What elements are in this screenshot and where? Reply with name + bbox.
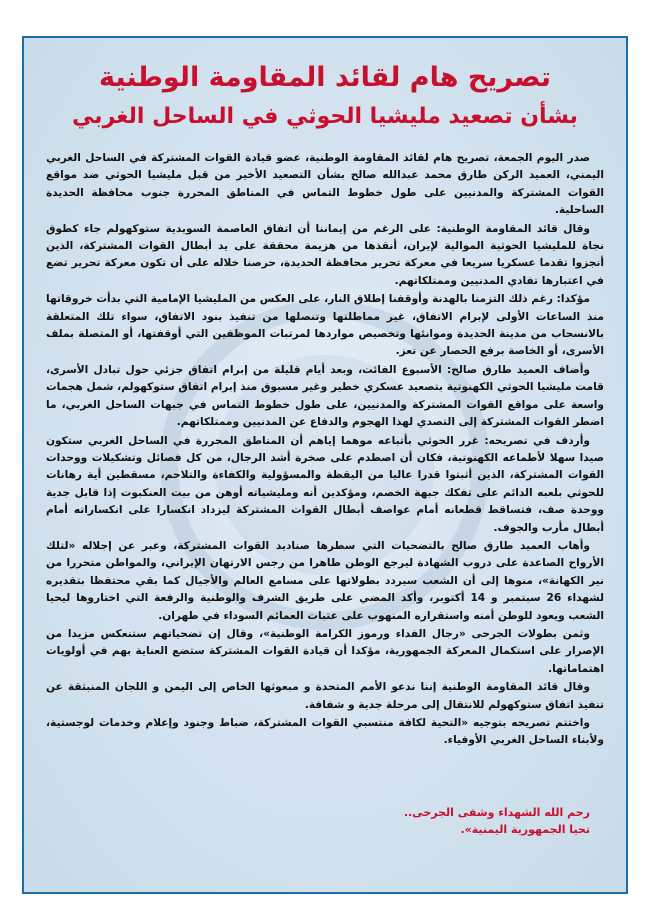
paragraph-6: وأهاب العميد طارق صالح بالتضحيات التي سطرها صناديد القوات المشتركة، وعبر عن إجلاله «لتلك الأرواح الصاعدة على دروب الشهادة ليرجع الوطن طاهرا من رجس الارتهان الإيراني، والمواطن متحررا من نير الكهانة»، منوها إلى أن الشعب سيردد بطولاتها على مسامع العالم والأجيال كما بقي محتفظا بتقديره لشهداء 26 سبتمبر و 14 أكتوبر، وأكد المضي على طريق الشرف والوطنية والرفعة التي اختاروها ليحيا الشعب ويعود للوطن أمنه واستقراره المنهوب على عتبات العمائم السوداء في طهران. (46, 539, 605, 622)
closing-line-1: رحم الله الشهداء وشفى الجرحى.. (403, 806, 590, 819)
paragraph-7: وثمن بطولات الجرحى «رجال الفداء ورموز الكرامة الوطنية»، وقال إن تضحياتهم ستنعكس مزيدا من الإصرار على استكمال المعركة الجمهورية، مؤكدا أن قيادة القوات المشتركة ستضع العناية بهم في أولويات اهتماماتها. (46, 627, 604, 675)
paragraph-1: صدر اليوم الجمعة، تصريح هام لقائد المقاومة الوطنية، عضو قيادة القوات المشتركة في الساحل الغربي اليمني، العميد الركن طارق محمد عبدالله صالح بشأن التصعيد الأخير من قبل مليشيا الحوثي ضد مواقع القوات المشتركة والمدنيين على طول خطوط التماس في المناطق المحررة جنوب محافظة الحديدة الساحلية. (46, 152, 604, 217)
document-subtitle: بشأن تصعيد مليشيا الحوثي في الساحل الغربي (72, 104, 578, 129)
paragraph-8: وقال قائد المقاومة الوطنية إننا ندعو الأمم المتحدة و مبعوثها الخاص إلى اليمن و اللجان المنبثقة عن تنفيذ اتفاق ستوكهولم للانتقال إلى مرحلة جدية و شفافة. (46, 681, 604, 711)
paragraph-5: وأردف في تصريحه: غرر الحوثي بأتباعه موهما إياهم أن المناطق المحررة في الساحل الغربي ستكون صيدا سهلا لأطماعه الكهنوتية، فكان أن اصطدم على صخرة أشد الرجال، من كل فصائل وتشكيلات ووحدات القوات المشتركة، الذين أثبتوا قدرا عاليا من اليقظة والمسؤولية والكفاءة والتلاحم، مسقطين أية رهانات للحوثي بلعبه الدائم على تفكك جبهة الخصم، ومؤكدين أنه ومليشياته أوهن من بيت العنكبوت إذا قابل جدية ووحدة صف، فتساقط قطعانه أمام عواصف أبطال القوات المشتركة ليزداد انكسارا على انكساراته أمام أبطال مأرب والجوف. (46, 434, 604, 534)
closing-line-2: تحيا الجمهورية اليمنية». (460, 823, 590, 836)
document-body (46, 150, 604, 751)
paragraph-4: وأضاف العميد طارق صالح: الأسبوع الفائت، وبعد أيام قليلة من إبرام اتفاق جزئي حول تبادل الأسرى، قامت مليشيا الحوثي الكهنوتية بتصعيد عسكري خطير وغير مسبوق منذ إبرام اتفاق ستوكهولم، شمل هجمات واسعة على مواقع القوات المشتركة والمدنيين، على طول خطوط التماس في جبهات الساحل الغربي، ما اضطر القوات المشتركة إلى التصدي لهذا الهجوم والدفاع عن المدنيين وممتلكاتهم. (46, 363, 604, 429)
closing-lines (46, 804, 604, 838)
paragraph-3: مؤكدا: رغم ذلك التزمنا بالهدنة وأوقفنا إطلاق النار، على العكس من المليشيا الإمامية التي بدأت خروقاتها منذ الساعات الأولى لإبرام الاتفاق، غير مماطلتها وتنصلها من تنفيذ بنود الاتفاق، سواء تلك المتعلقة بالانسحاب من مدينة الحديدة وموانئها وتخصيص مواردها لمرتبات الموظفين التي أوقفتها، أو المتصلة بملف الأسرى، أو الخاصة برفع الحصار عن تعز. (46, 293, 604, 358)
document-title: تصريح هام لقائد المقاومة الوطنية (99, 62, 551, 93)
paragraph-2: وقال قائد المقاومة الوطنية: على الرغم من إيماننا أن اتفاق العاصمة السويدية ستوكهولم جاء كطوق نجاة للمليشيا الحوثية الموالية لإيران، أنقذها من هزيمة محققة على يد أبطال القوات المشتركة، الذين أنجزوا تقدما عسكريا سريعا في معركة تحرير محافظة الحديدة، حرصنا خلاله على أن تكون معركة تحرير تضع في اعتبارها تفادي المدنيين وممتلكاتهم. (46, 222, 604, 287)
paragraph-9: واختتم تصريحه بتوجيه «التحية لكافة منتسبي القوات المشتركة، ضباط وجنود وإعلام وخدمات لوجستية، ولأبناء الساحل الغربي الأوفياء. (46, 717, 604, 747)
